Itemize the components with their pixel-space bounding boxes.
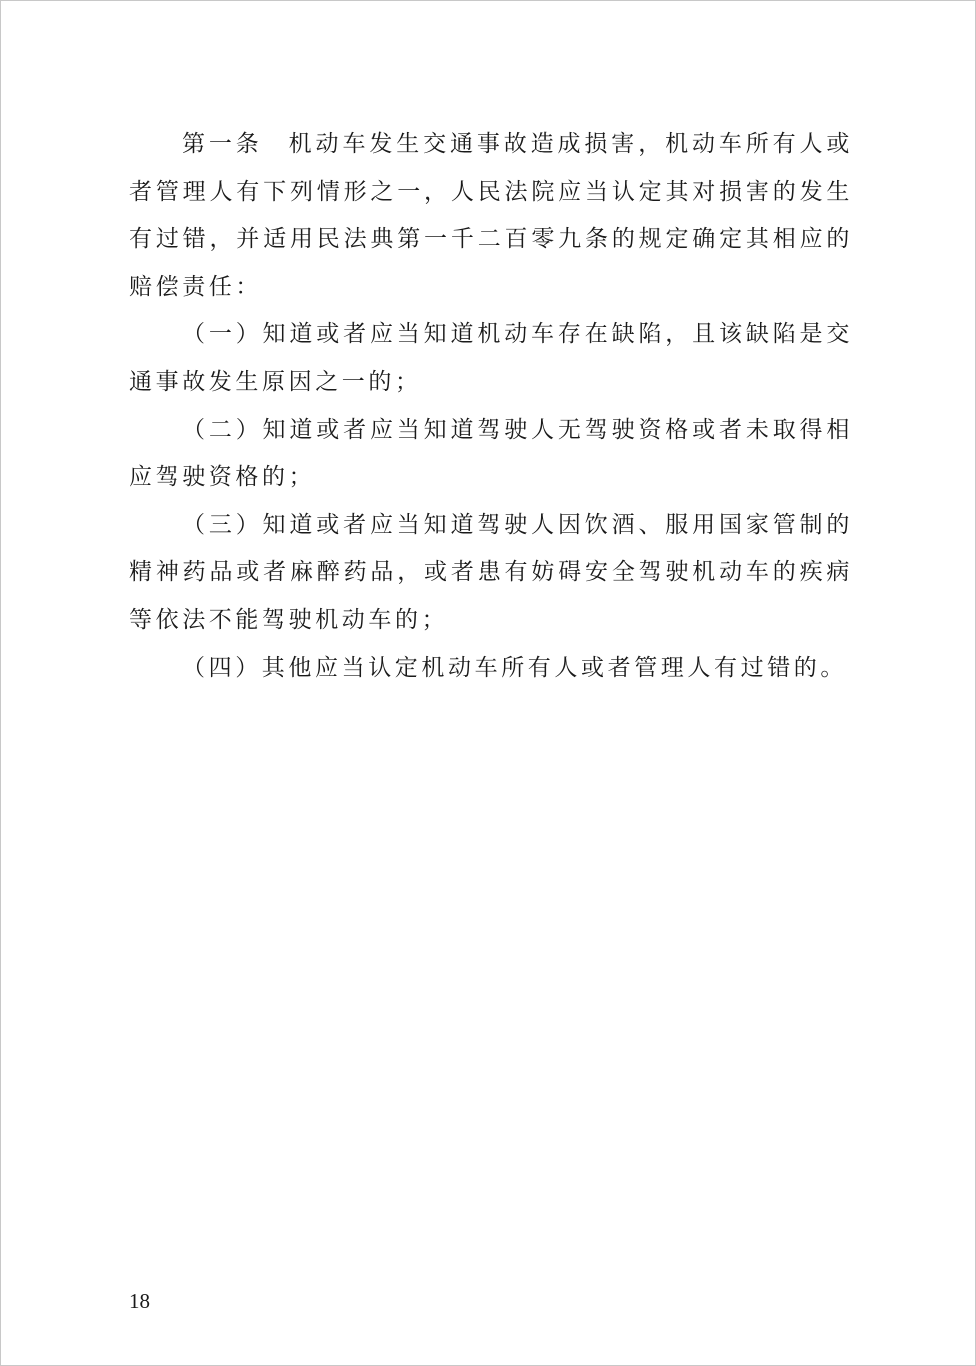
list-item: （四）其他应当认定机动车所有人或者管理人有过错的。 <box>182 654 847 681</box>
list-item: （二）知道或者应当知道驾驶人无驾驶资格或者未取得相应驾驶资格的； <box>129 416 853 491</box>
article-paragraph <box>129 121 853 311</box>
list-item: （一）知道或者应当知道机动车存在缺陷，且该缺陷是交通事故发生原因之一的； <box>129 321 853 395</box>
article-text: 机动车发生交通事故造成损害，机动车所有人或者管理人有下列情形之一，人民法院应当认定其对损害的发生有过错，并适用民法典第一千二百零九条的规定确定其相应的赔偿责任： <box>129 131 853 300</box>
document-body <box>129 121 853 692</box>
article-heading: 第一条 <box>182 131 263 157</box>
page-number: 18 <box>129 1289 150 1313</box>
list-item: （三）知道或者应当知道驾驶人因饮酒、服用国家管制的精神药品或者麻醉药品，或者患有妨碍安全驾驶机动车的疾病等依法不能驾驶机动车的； <box>129 511 853 633</box>
